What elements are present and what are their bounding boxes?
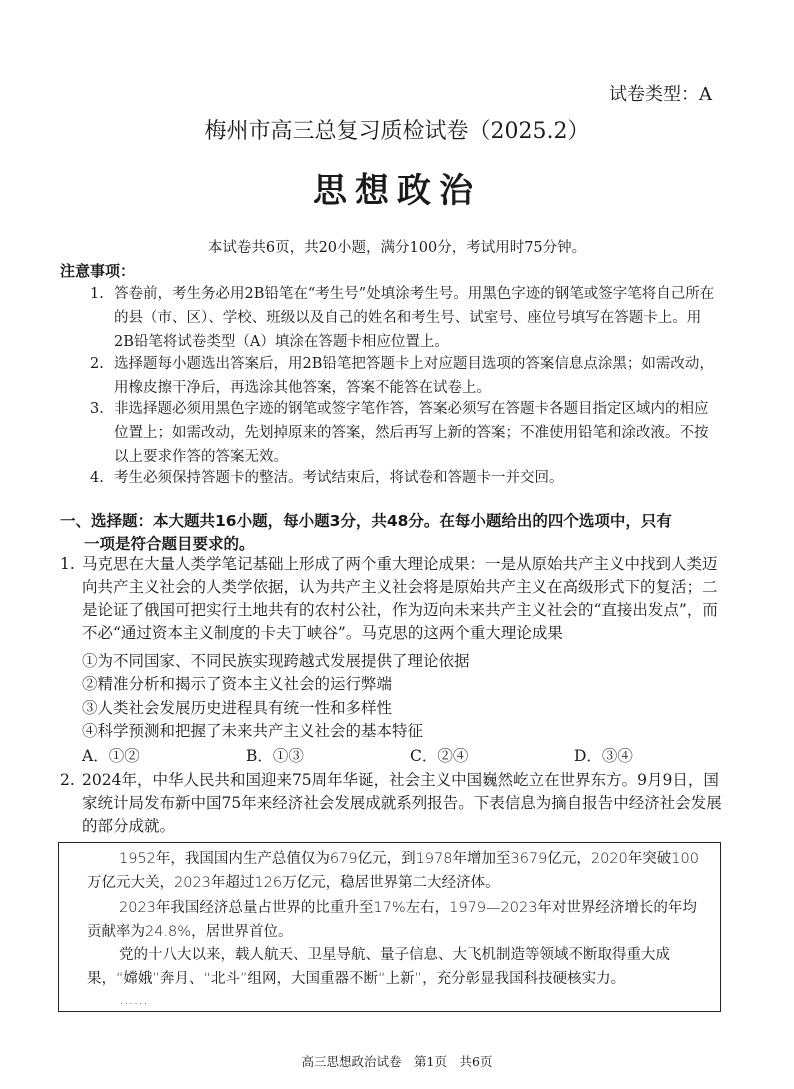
material-box (58, 842, 721, 1012)
notice-item-number: 2. (90, 356, 104, 372)
notice-item-number: 3. (90, 401, 104, 417)
notice-heading: 注意事项： (60, 262, 136, 280)
statement-4: ④科学预测和把握了未来共产主义社会的基本特征 (82, 722, 424, 740)
notice-item-text: 选择题每小题选出答案后，用2B铅笔把答题卡上对应题目选项的答案信息点涂黑；如需改动，用橡皮擦干净后，再选涂其他答案，答案不能答在试卷上。 (114, 356, 714, 396)
notice-item-text: 考生必须保持答题卡的整洁。考试结束后，将试卷和答题卡一并交回。 (114, 470, 564, 486)
notice-item (90, 282, 720, 354)
notice-item-number: 1. (90, 286, 104, 302)
choice-b: B．①③ (246, 747, 304, 765)
material-paragraph: 2023年我国经济总量占世界的比重升至17%左右，1979—2023年对世界经济增长的年均贡献率为24.8%，居世界首位。 (87, 900, 697, 940)
notice-item (90, 397, 720, 469)
question-2-stem (60, 769, 722, 838)
statement-1: ①为不同国家、不同民族实现跨越式发展提供了理论依据 (82, 652, 470, 670)
question-text: 马克思在大量人类学笔记基础上形成了两个重大理论成果：一是从原始共产主义中找到人类迈向共产主义社会的人类学依据，认为共产主义社会将是原始共产主义在高级形式下的复活；二是论证了俄国可把实行土地共有的农村公社，作为迈向未来共产主义社会的“直接出发点”，而不必“通过资本主义制度的卡夫丁峡谷”。马克思的这两个重大理论成果 (82, 555, 718, 642)
question-1-stem (60, 553, 722, 645)
notice-item-text: 非选择题必须用黑色字迹的钢笔或签字笔作答，答案必须写在答题卡各题目指定区域内的相应位置上；如需改动，先划掉原来的答案，然后再写上新的答案；不准使用铅笔和涂改液。不按以上要求作答的答案无效。 (114, 401, 709, 465)
page-footer: 高三思想政治试卷 第1页 共6页 (301, 1054, 493, 1069)
notice-item-text: 答卷前，考生务必用2B铅笔在“考生号”处填涂考生号。用黑色字迹的钢笔或签字笔将自己所在的县（市、区）、学校、班级以及自己的姓名和考生号、试室号、座位号填写在答题卡上。用2B铅笔将试卷类型（A）填涂在答题卡相应位置上。 (114, 286, 715, 350)
notice-item-number: 4. (90, 470, 104, 486)
notice-item (90, 352, 720, 400)
subject-title: 思想政治 (313, 171, 481, 211)
section-heading (60, 510, 720, 556)
statement-2: ②精准分析和揭示了资本主义社会的运行弊端 (82, 675, 393, 693)
exam-title: 梅州市高三总复习质检试卷（2025.2） (204, 119, 590, 144)
choice-d: D．③④ (574, 747, 633, 765)
section-heading-line2: 一项是符合题目要求的。 (84, 535, 255, 553)
notice-item (90, 466, 720, 490)
question-number: 1. (60, 555, 75, 573)
choice-c: C．②④ (410, 747, 469, 765)
paper-type-label: 试卷类型：A (609, 84, 712, 105)
material-ellipsis: …… (119, 992, 148, 1008)
choice-a: A．①② (82, 747, 140, 765)
exam-intro: 本试卷共6页，共20小题，满分100分，考试用时75分钟。 (207, 240, 587, 256)
question-number: 2. (60, 771, 75, 789)
question-text: 2024年，中华人民共和国迎来75周年华诞，社会主义中国巍然屹立在世界东方。9月9日，国家统计局发布新中国75年来经济社会发展成就系列报告。下表信息为摘自报告中经济社会发展的部分成就。 (82, 771, 722, 835)
material-paragraph: 党的十八大以来，载人航天、卫星导航、量子信息、大飞机制造等领域不断取得重大成果，“嫦娥”奔月、“北斗”组网，大国重器不断“上新”，充分彰显我国科技硬核实力。 (87, 947, 670, 987)
statement-3: ③人类社会发展历史进程具有统一性和多样性 (82, 699, 393, 717)
material-paragraph: 1952年，我国国内生产总值仅为679亿元，到1978年增加至3679亿元，2020年突破100万亿元大关，2023年超过126万亿元，稳居世界第二大经济体。 (87, 851, 699, 891)
section-heading-line1: 一、选择题：本大题共16小题，每小题3分，共48分。在每小题给出的四个选项中，只有 (60, 512, 672, 530)
